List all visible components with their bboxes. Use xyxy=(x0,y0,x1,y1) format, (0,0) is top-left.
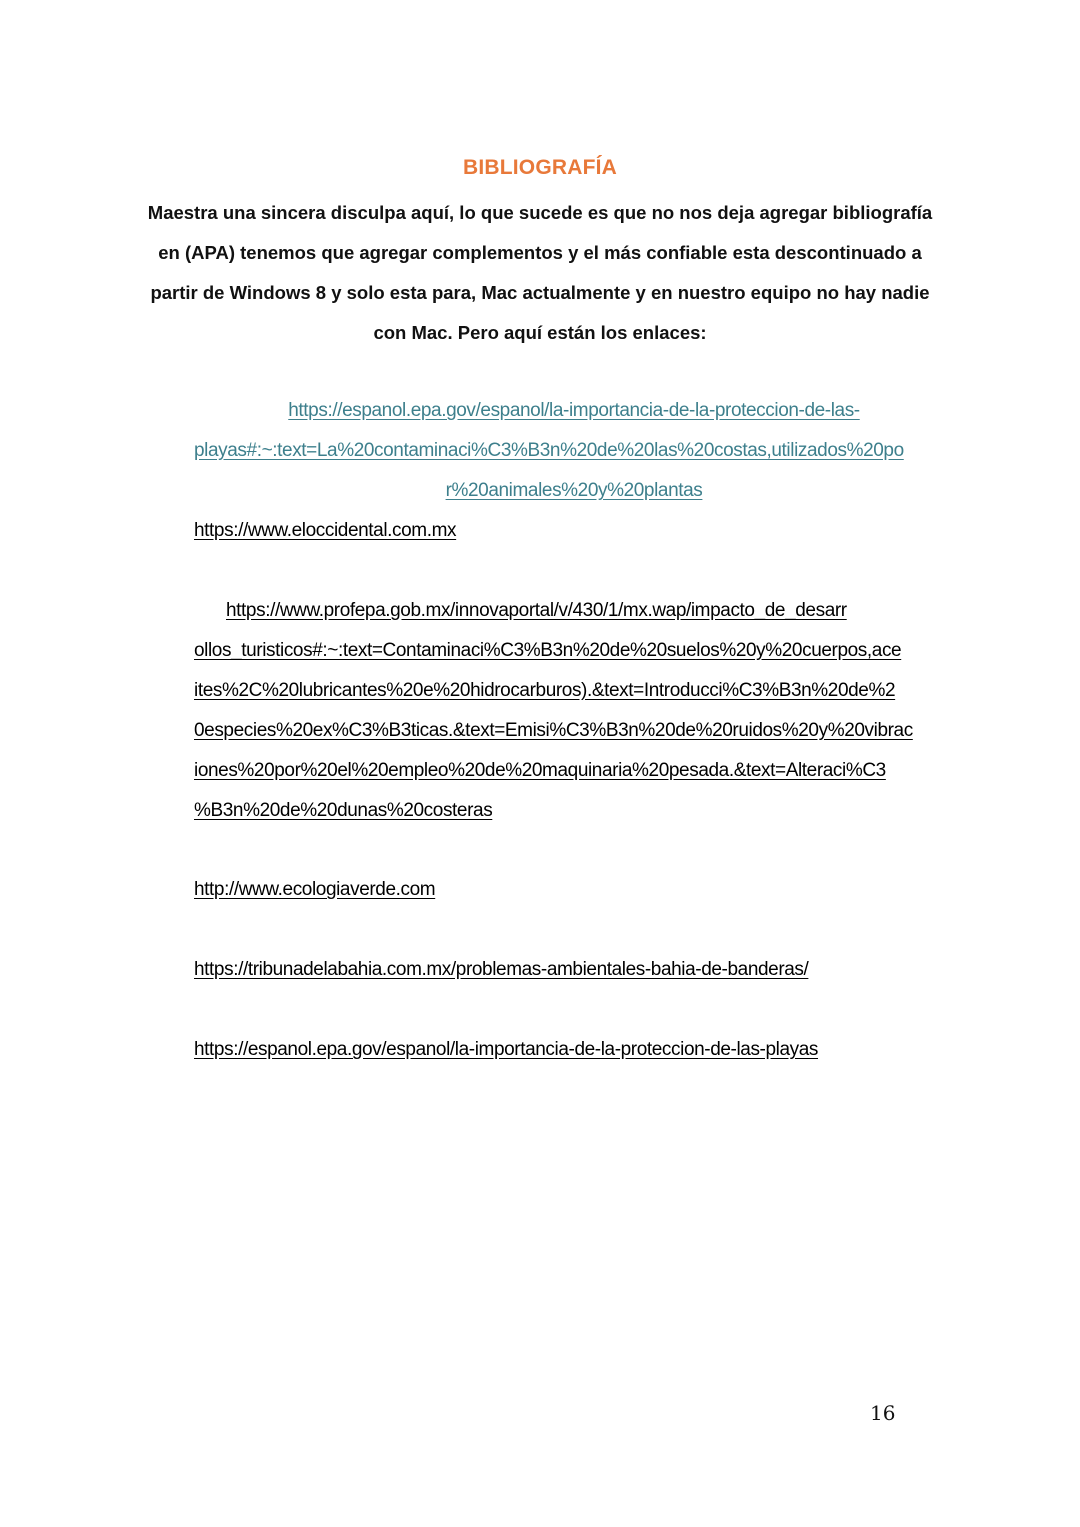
reference-link-line[interactable]: r%20animales%20y%20plantas xyxy=(445,480,703,501)
reference-tribunadelabahia-link[interactable] xyxy=(194,950,954,990)
reference-link-line[interactable]: https://www.eloccidental.com.mx xyxy=(194,520,457,541)
reference-eloccidental-link[interactable] xyxy=(194,511,954,551)
reference-link-line[interactable]: https://tribunadelabahia.com.mx/problemas-ambientales-bahia-de-banderas/ xyxy=(194,959,809,980)
reference-link-line[interactable]: https://espanol.epa.gov/espanol/la-importancia-de-la-proteccion-de-las- xyxy=(288,400,860,421)
reference-ecologiaverde-link[interactable] xyxy=(194,870,954,910)
reference-link-line[interactable]: ollos_turisticos#:~:text=Contaminaci%C3%B3n%20de%20suelos%20y%20cuerpos,ace xyxy=(194,640,902,661)
reference-link-line[interactable]: https://espanol.epa.gov/espanol/la-importancia-de-la-proteccion-de-las-playas xyxy=(194,1039,819,1060)
intro-line: Maestra una sincera disculpa aquí, lo que sucede es que no nos deja agregar bibliografía xyxy=(147,202,933,223)
reference-link-line[interactable]: iones%20por%20el%20empleo%20de%20maquinaria%20pesada.&text=Alteraci%C3 xyxy=(194,760,886,781)
reference-link-line[interactable]: https://www.profepa.gob.mx/innovaportal/v/430/1/mx.wap/impacto_de_desarr xyxy=(226,600,847,621)
reference-link-line[interactable]: http://www.ecologiaverde.com xyxy=(194,879,436,900)
intro-line: partir de Windows 8 y solo esta para, Mac actualmente y en nuestro equipo no hay nadie xyxy=(150,282,930,303)
intro-paragraph xyxy=(130,193,950,353)
reference-profepa-link[interactable] xyxy=(194,591,954,831)
reference-epa-playas-short-link[interactable] xyxy=(194,1030,954,1070)
reference-link-line[interactable]: %B3n%20de%20dunas%20costeras xyxy=(194,800,493,821)
page-number: 16 xyxy=(870,1401,896,1425)
bibliography-title: BIBLIOGRAFÍA xyxy=(462,156,618,179)
reference-epa-playas-link[interactable] xyxy=(194,391,954,511)
reference-link-line[interactable]: 0especies%20ex%C3%B3ticas.&text=Emisi%C3%B3n%20de%20ruidos%20y%20vibrac xyxy=(194,720,913,741)
intro-line: en (APA) tenemos que agregar complementos y el más confiable esta descontinuado a xyxy=(158,242,922,263)
reference-link-line[interactable]: ites%2C%20lubricantes%20e%20hidrocarburos).&text=Introducci%C3%B3n%20de%2 xyxy=(194,680,896,701)
intro-line: con Mac. Pero aquí están los enlaces: xyxy=(373,322,707,343)
reference-link-line[interactable]: playas#:~:text=La%20contaminaci%C3%B3n%20de%20las%20costas,utilizados%20po xyxy=(194,440,904,461)
